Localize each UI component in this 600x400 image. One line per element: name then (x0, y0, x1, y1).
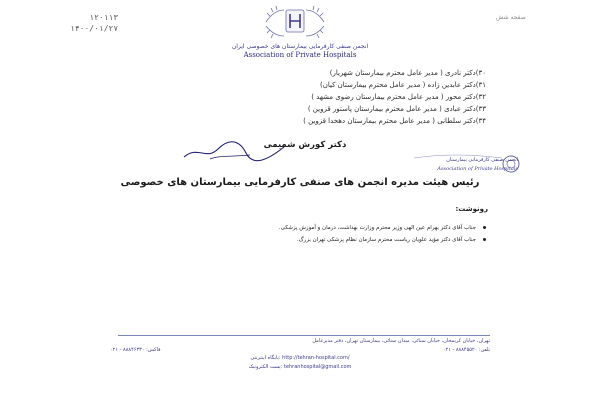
signatory-name: دکتر کورش شمیمی (263, 140, 347, 150)
stamp-text-fa: انجمن صنفی کارفرمایی بیمارستان (446, 157, 518, 163)
cc-list (120, 222, 486, 246)
footer-email: پست الکترونیک: tehranhospital@gmail.com (248, 364, 352, 370)
signatory-title: رئیس هیئت مدیره انجمن های صنفی کارفرمایی بیمارستان های خصوصی (120, 177, 480, 188)
cc-item-text: جناب آقای دکتر بهرام عین الهی وزیر محترم وزارت بهداشت، درمان و آموزش پزشکی. (278, 225, 476, 231)
footer-fax: فاکس: ۸۸۸۴۶۳۳۰ - ۰۲۱ (110, 347, 161, 353)
reference-block (70, 12, 118, 34)
hospital-emblem-icon (260, 2, 330, 42)
stamp-text-en: Association of Private Hospitals (437, 166, 518, 172)
reference-number: ۱۲۰۱۱۳ (89, 13, 119, 22)
cc-item-text: جناب آقای دکتر مؤید علویان ریاست محترم سازمان نظام پزشکی تهران بزرگ. (297, 237, 476, 243)
association-name-en: Association of Private Hospitals (243, 51, 357, 59)
footer-website: پایگاه اینترنتی: http://tehran-hospital.com/ (250, 355, 350, 361)
list-item: ۳۲)دکتر محور ( مدیر عامل محترم بیمارستان رضوی مشهد ) (311, 93, 486, 101)
association-name-fa: انجمن صنفی کارفرمایی بیمارستان های خصوصی ایران (231, 43, 369, 50)
bullet-icon (483, 238, 486, 241)
list-item: ۳۱)دکتر عابدین زاده ( مدیر عامل محترم بیمارستان کیان) (319, 81, 486, 89)
recipient-list (206, 67, 486, 127)
list-item (120, 222, 486, 234)
association-stamp-icon (410, 150, 520, 178)
reference-date: ۱۴۰۰/۰۱/۲۷ (70, 24, 119, 33)
list-item (120, 234, 486, 246)
list-item: ۳۰)دکتر نادری ( مدیر عامل محترم بیمارستان شهریار) (329, 69, 486, 77)
list-item: ۳۴)دکتر سلطانی ( مدیر عامل محترم بیمارستان دهخدا قزوین ) (303, 117, 486, 125)
footer-divider (118, 335, 490, 336)
footer-phone: تلفن: ۸۸۸۴۵۵۲۰ - ۰۲۱ (442, 347, 490, 353)
cc-label: رونوشت: (455, 205, 488, 213)
bullet-icon (483, 226, 486, 229)
list-item: ۳۳)دکتر عبادی ( مدیر عامل محترم بیمارستان پاستور قزوین ) (307, 105, 486, 113)
page-label: صفحه شش (496, 14, 526, 21)
footer-address: تهران، خیابان کریمخان، خیابان سنائی، میدان سنائی، بیمارستان تهران، دفتر مدیرعامل (312, 338, 490, 344)
